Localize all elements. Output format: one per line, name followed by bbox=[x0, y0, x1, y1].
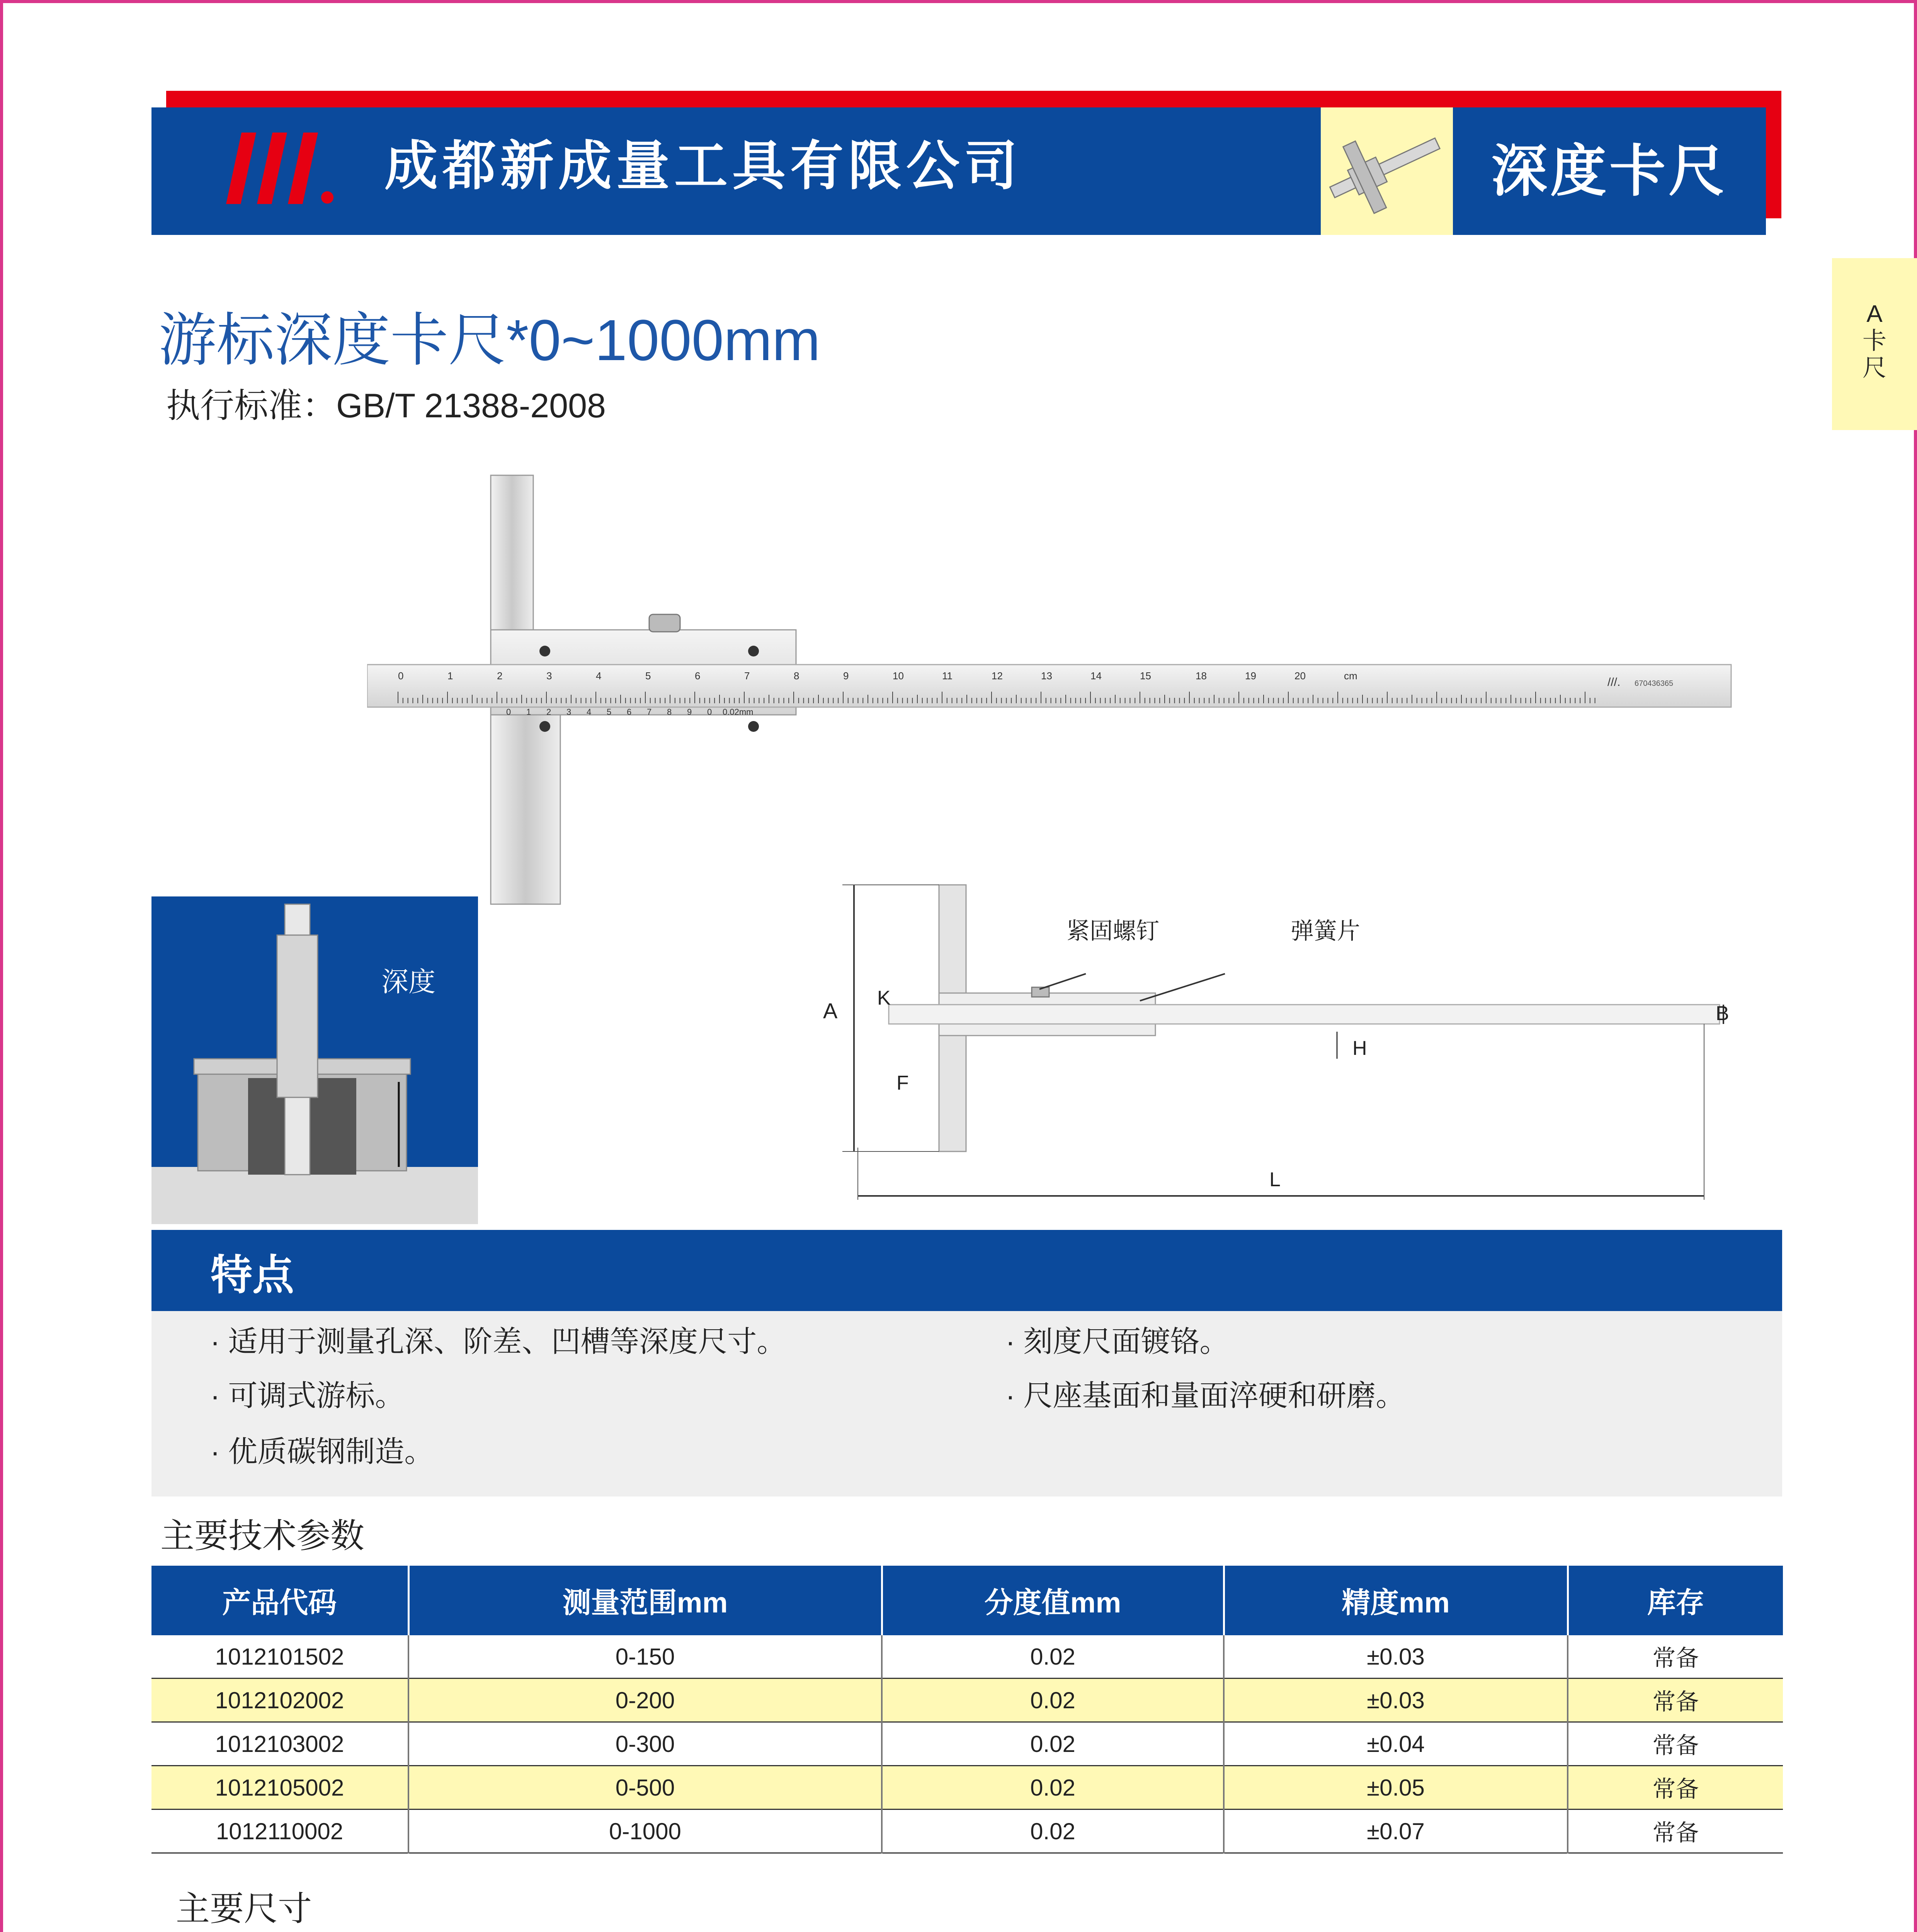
vernier-number: 0 bbox=[506, 707, 511, 717]
features-panel bbox=[151, 1311, 1782, 1497]
dim-label-l: L bbox=[1269, 1168, 1281, 1191]
callout-spring-leaf: 弹簧片 bbox=[1291, 918, 1360, 944]
main-scale-number: 4 bbox=[596, 670, 602, 682]
company-logo-icon bbox=[226, 133, 338, 204]
table-cell: ±0.07 bbox=[1224, 1810, 1568, 1853]
main-scale-number: 15 bbox=[1140, 670, 1151, 682]
table-cell: 0.02 bbox=[882, 1679, 1224, 1722]
table-cell: 0-150 bbox=[408, 1635, 882, 1679]
specs-header-cell: 测量范围mm bbox=[408, 1566, 882, 1635]
logo-mark: ///. bbox=[1607, 676, 1621, 689]
table-cell: 常备 bbox=[1568, 1766, 1783, 1810]
side-tab-line1: 卡 bbox=[1862, 328, 1886, 354]
vernier-number: 7 bbox=[647, 707, 652, 717]
depth-caliper-thumb-icon bbox=[1321, 107, 1453, 235]
vernier-screw-icon bbox=[748, 646, 759, 656]
main-scale-number: 14 bbox=[1090, 670, 1102, 682]
main-scale-number: 0 bbox=[398, 670, 404, 682]
dim-label-k: K bbox=[877, 987, 891, 1009]
main-scale-number: 5 bbox=[645, 670, 651, 682]
table-cell: ±0.03 bbox=[1224, 1679, 1568, 1722]
dim-label-h: H bbox=[1352, 1037, 1367, 1060]
caliper-base-upper bbox=[491, 475, 533, 630]
main-scale-number: 20 bbox=[1294, 670, 1306, 682]
feature-item: · 优质碳钢制造。 bbox=[210, 1435, 434, 1468]
features-header bbox=[151, 1230, 1782, 1311]
table-cell: ±0.03 bbox=[1224, 1635, 1568, 1679]
feature-item: · 刻度尺面镀铬。 bbox=[1005, 1325, 1229, 1358]
dims-title: 主要尺寸 bbox=[176, 1889, 312, 1928]
table-cell: 1012103002 bbox=[151, 1722, 408, 1766]
specs-header-cell: 分度值mm bbox=[882, 1566, 1224, 1635]
main-scale-number: 19 bbox=[1245, 670, 1256, 682]
specs-header-row bbox=[151, 1566, 1783, 1635]
table-row bbox=[151, 1679, 1783, 1722]
dim-label-a: A bbox=[823, 998, 838, 1023]
table-cell: 0-500 bbox=[408, 1766, 882, 1810]
table-cell: 常备 bbox=[1568, 1810, 1783, 1853]
vernier-number: 4 bbox=[587, 707, 592, 717]
vernier-number: 6 bbox=[627, 707, 632, 717]
company-name: 成都新成量工具有限公司 bbox=[384, 136, 1022, 196]
table-row bbox=[151, 1810, 1783, 1853]
vernier-resolution: 0.02mm bbox=[723, 707, 754, 717]
dim-label-b: B bbox=[1716, 1002, 1729, 1025]
table-cell: 0.02 bbox=[882, 1722, 1224, 1766]
table-cell: ±0.04 bbox=[1224, 1722, 1568, 1766]
vernier-number: 8 bbox=[667, 707, 672, 717]
side-tab-letter: A bbox=[1866, 301, 1883, 327]
product-photo bbox=[367, 468, 1743, 912]
depth-usage-inset bbox=[151, 896, 478, 1224]
main-scale-number: cm bbox=[1344, 670, 1357, 682]
vernier-number: 3 bbox=[566, 707, 572, 717]
feature-item: · 可调式游标。 bbox=[210, 1379, 405, 1412]
callout-locking-screw: 紧固螺钉 bbox=[1067, 918, 1159, 944]
table-cell: 1012102002 bbox=[151, 1679, 408, 1722]
main-scale-number: 9 bbox=[843, 670, 849, 682]
features-title: 特点 bbox=[211, 1252, 294, 1298]
feature-item: · 尺座基面和量面淬硬和研磨。 bbox=[1005, 1379, 1405, 1412]
table-cell: 0-200 bbox=[408, 1679, 882, 1722]
specs-header-cell: 产品代码 bbox=[151, 1566, 408, 1635]
table-cell: 0.02 bbox=[882, 1635, 1224, 1679]
vernier-number: 5 bbox=[607, 707, 612, 717]
table-cell: 常备 bbox=[1568, 1722, 1783, 1766]
table-cell: 1012105002 bbox=[151, 1766, 408, 1810]
main-scale-number: 18 bbox=[1196, 670, 1207, 682]
vernier-number: 2 bbox=[546, 707, 551, 717]
table-cell: 0-300 bbox=[408, 1722, 882, 1766]
inset-label: 深度 bbox=[381, 967, 435, 997]
specs-title: 主要技术参数 bbox=[160, 1517, 365, 1555]
caliper-base-lower bbox=[491, 715, 560, 904]
specs-table bbox=[151, 1566, 1783, 1854]
serial-number: 670436365 bbox=[1635, 679, 1674, 688]
locking-screw-icon bbox=[649, 614, 680, 632]
table-cell: 0.02 bbox=[882, 1766, 1224, 1810]
side-tab-line2: 尺 bbox=[1862, 355, 1886, 381]
header-product-thumbnail bbox=[1321, 107, 1453, 235]
dimension-diagram bbox=[792, 877, 1735, 1209]
dim-label-f: F bbox=[896, 1072, 909, 1094]
feature-item: · 适用于测量孔深、阶差、凹槽等深度尺寸。 bbox=[210, 1325, 786, 1358]
table-row bbox=[151, 1635, 1783, 1679]
product-title: 游标深度卡尺*0~1000mm bbox=[158, 308, 820, 372]
main-scale-number: 3 bbox=[546, 670, 552, 682]
vernier-screw-icon bbox=[748, 721, 759, 732]
vernier-number: 1 bbox=[526, 707, 531, 717]
table-row bbox=[151, 1722, 1783, 1766]
table-cell: 1012110002 bbox=[151, 1810, 408, 1853]
specs-header-cell: 库存 bbox=[1568, 1566, 1783, 1635]
main-scale-number: 2 bbox=[497, 670, 503, 682]
table-row bbox=[151, 1766, 1783, 1810]
specs-header-cell: 精度mm bbox=[1224, 1566, 1568, 1635]
main-scale-number: 6 bbox=[695, 670, 701, 682]
vernier-screw-icon bbox=[539, 646, 550, 656]
main-scale-number: 12 bbox=[992, 670, 1003, 682]
main-scale-number: 10 bbox=[893, 670, 904, 682]
product-standard: 执行标准：GB/T 21388-2008 bbox=[166, 386, 606, 425]
vernier-screw-icon bbox=[539, 721, 550, 732]
side-index-tab[interactable] bbox=[1832, 258, 1917, 430]
vernier-number: 0 bbox=[707, 707, 712, 717]
depth-usage-illustration bbox=[151, 896, 478, 1224]
main-scale-number: 13 bbox=[1041, 670, 1052, 682]
main-scale-number: 1 bbox=[447, 670, 453, 682]
main-scale-number: 11 bbox=[942, 670, 953, 682]
table-cell: 0.02 bbox=[882, 1810, 1224, 1853]
main-scale-number: 8 bbox=[794, 670, 799, 682]
main-scale-number: 7 bbox=[744, 670, 750, 682]
table-cell: 0-1000 bbox=[408, 1810, 882, 1853]
table-cell: 常备 bbox=[1568, 1679, 1783, 1722]
category-title: 深度卡尺 bbox=[1491, 140, 1728, 202]
table-cell: ±0.05 bbox=[1224, 1766, 1568, 1810]
table-cell: 1012101502 bbox=[151, 1635, 408, 1679]
vernier-number: 9 bbox=[687, 707, 692, 717]
table-cell: 常备 bbox=[1568, 1635, 1783, 1679]
